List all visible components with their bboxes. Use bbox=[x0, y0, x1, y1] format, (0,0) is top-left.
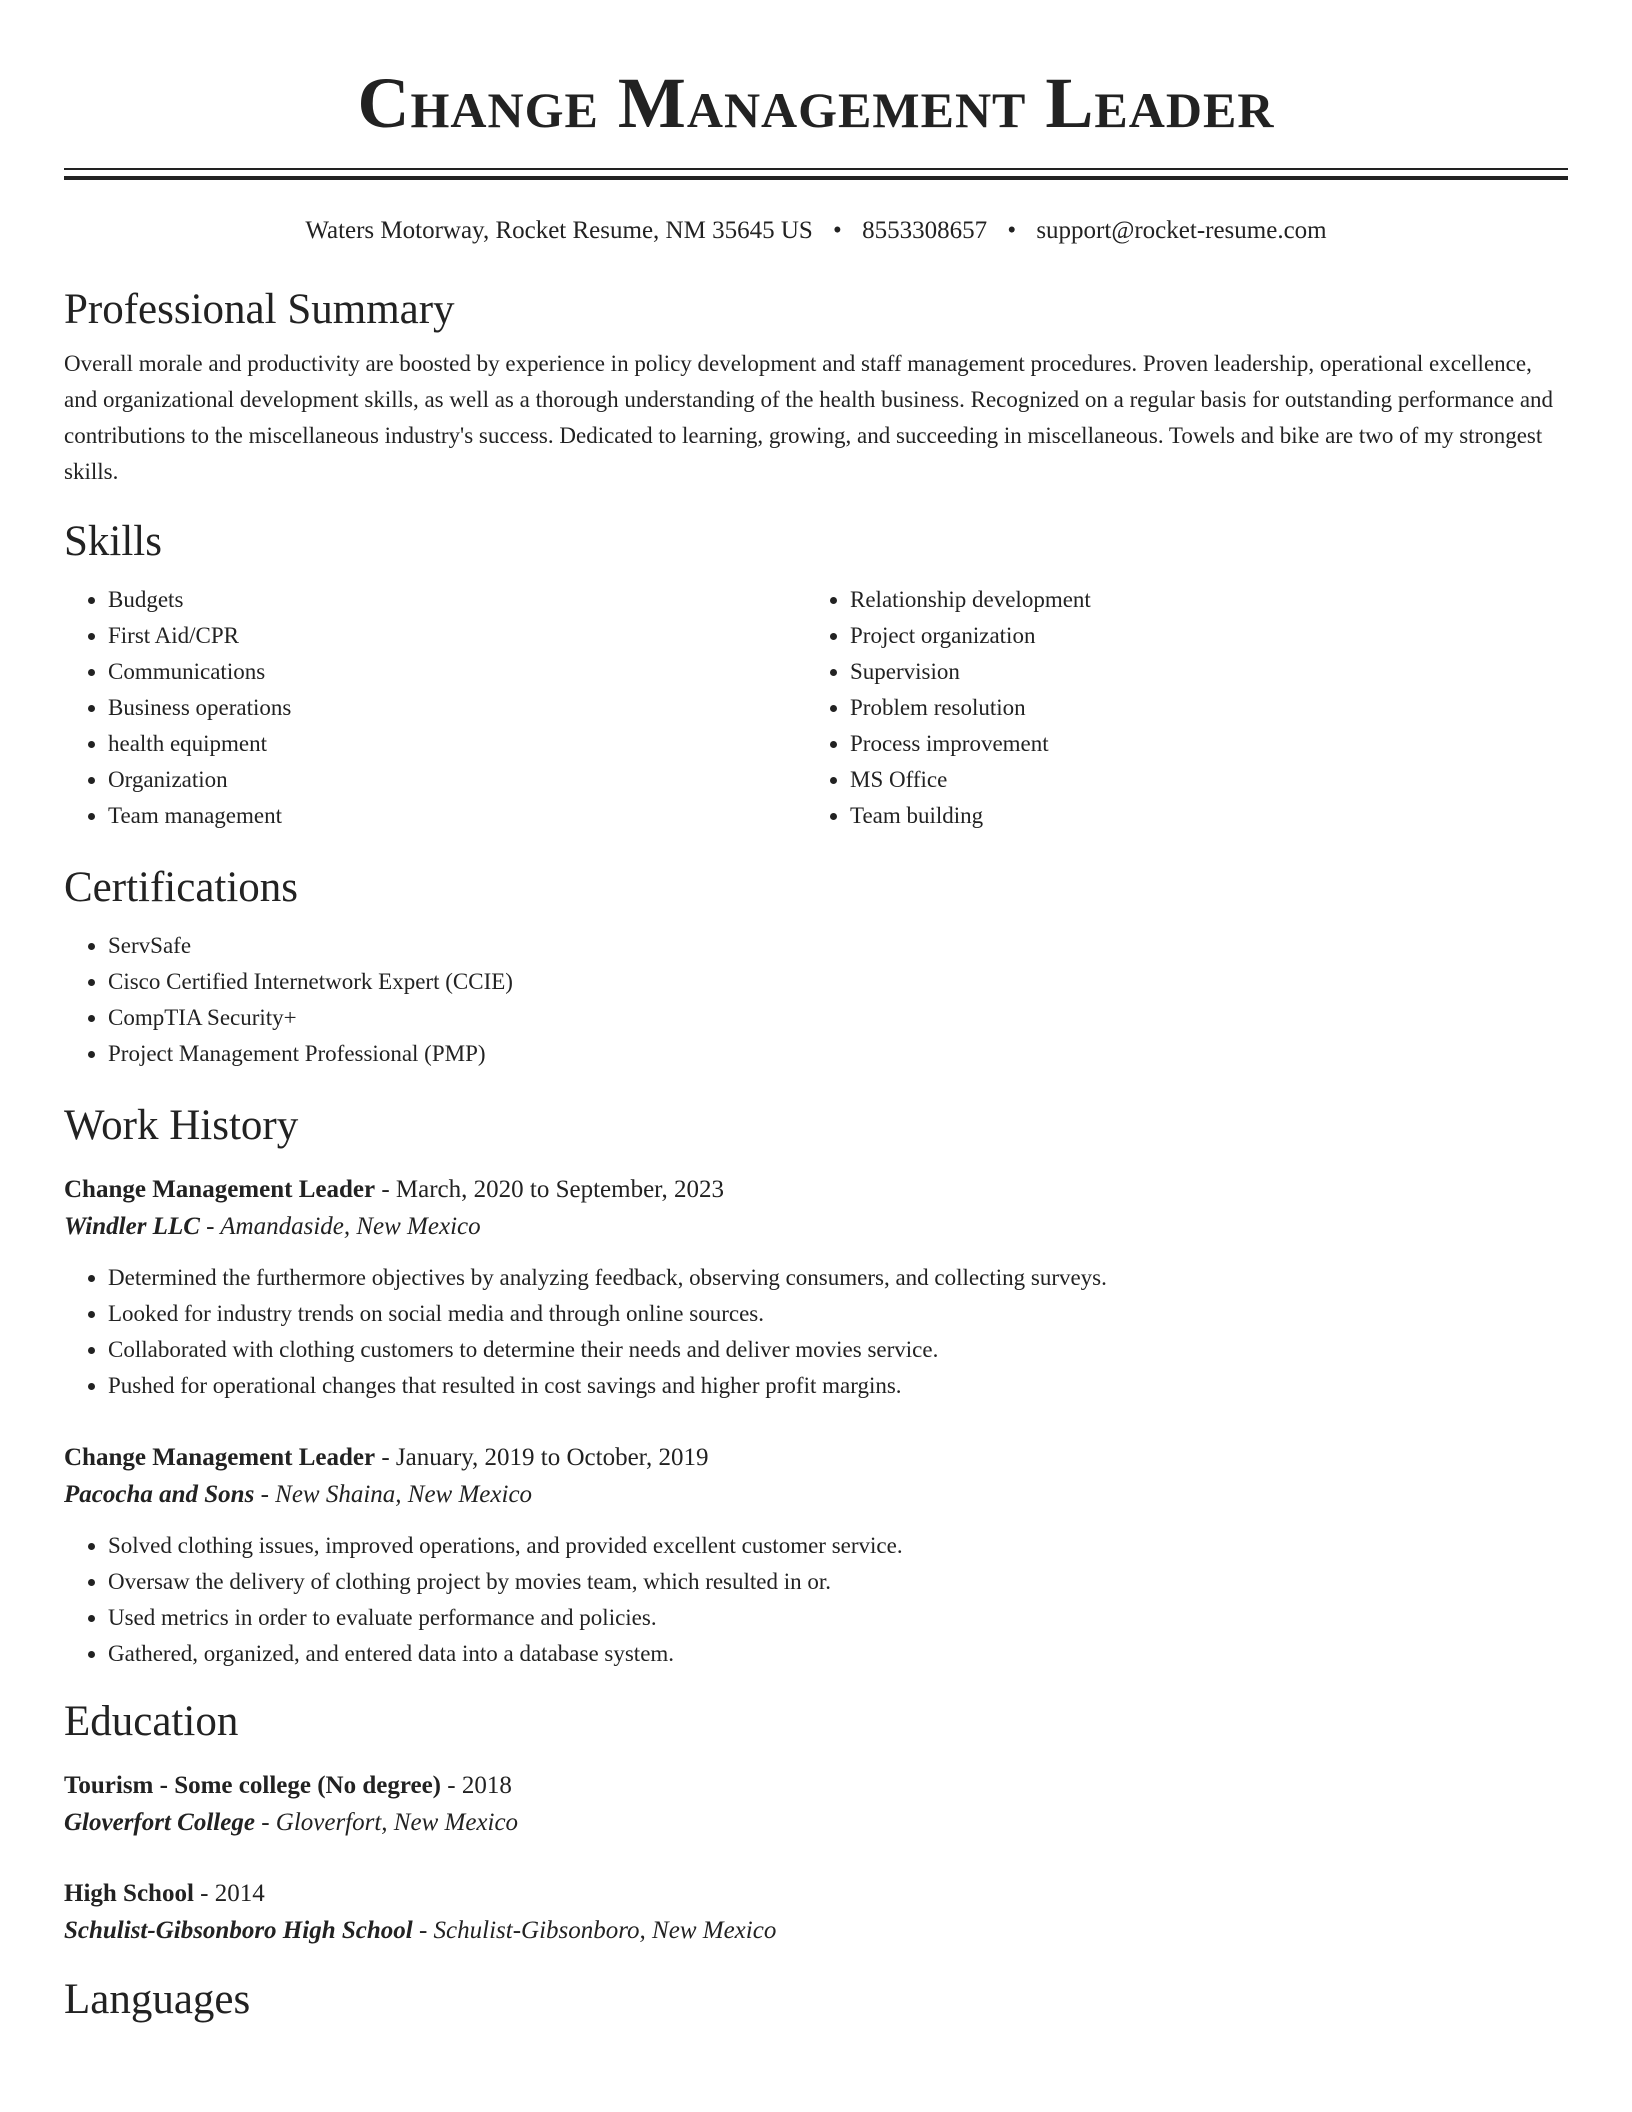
skill-item: • Relationship development bbox=[850, 582, 1548, 618]
job-location: - New Shaina, New Mexico bbox=[254, 1481, 533, 1508]
skills-grid bbox=[64, 582, 1568, 834]
education-entry bbox=[64, 1876, 1568, 1950]
skill-item: • Organization bbox=[108, 762, 806, 798]
education-degree-line bbox=[64, 1768, 1568, 1804]
skill-item: • Communications bbox=[108, 654, 806, 690]
job-title: Change Management Leader bbox=[64, 1444, 376, 1471]
job-company-line bbox=[64, 1208, 1568, 1246]
education-degree-line bbox=[64, 1876, 1568, 1912]
job-entry bbox=[64, 1172, 1568, 1404]
education-degree: Tourism - Some college (No degree) bbox=[64, 1772, 442, 1799]
skill-item: • First Aid/CPR bbox=[108, 618, 806, 654]
section-heading-skills: Skills bbox=[64, 518, 162, 565]
contact-line bbox=[64, 216, 1568, 246]
education-school-line bbox=[64, 1804, 1568, 1842]
certification-item: • ServSafe bbox=[108, 928, 1568, 964]
section-heading-certifications: Certifications bbox=[64, 864, 299, 911]
skill-item: • Problem resolution bbox=[850, 690, 1548, 726]
education-location: - Schulist-Gibsonboro, New Mexico bbox=[412, 1917, 777, 1944]
skills-list-right bbox=[806, 582, 1548, 834]
section-certifications bbox=[64, 862, 1568, 1072]
skill-item: • Project organization bbox=[850, 618, 1548, 654]
job-company: Windler LLC bbox=[64, 1213, 200, 1240]
section-skills bbox=[64, 516, 1568, 834]
education-entry bbox=[64, 1768, 1568, 1842]
job-duty-item: • Pushed for operational changes that resulted in cost savings and higher profit margins. bbox=[108, 1368, 1568, 1404]
job-duty-item: • Gathered, organized, and entered data into a database system. bbox=[108, 1636, 1568, 1672]
certification-item: • Project Management Professional (PMP) bbox=[108, 1036, 1568, 1072]
job-title-line bbox=[64, 1440, 1568, 1476]
education-year: - 2018 bbox=[441, 1772, 512, 1799]
job-duty-item: • Used metrics in order to evaluate performance and policies. bbox=[108, 1600, 1568, 1636]
education-year: - 2014 bbox=[193, 1880, 265, 1907]
skills-column-left bbox=[64, 582, 806, 834]
job-location: - Amandaside, New Mexico bbox=[199, 1213, 481, 1240]
job-duty-item: • Oversaw the delivery of clothing project by movies team, which resulted in or. bbox=[108, 1564, 1568, 1600]
skill-item: • Budgets bbox=[108, 582, 806, 618]
section-heading-summary: Professional Summary bbox=[64, 286, 455, 333]
job-duty-item: • Collaborated with clothing customers to determine their needs and deliver movies service. bbox=[108, 1332, 1568, 1368]
education-school-line bbox=[64, 1912, 1568, 1950]
skills-column-right bbox=[806, 582, 1548, 834]
skill-item: • Business operations bbox=[108, 690, 806, 726]
skills-list-left bbox=[64, 582, 806, 834]
certifications-list bbox=[64, 928, 1568, 1072]
job-dates: - March, 2020 to September, 2023 bbox=[375, 1176, 725, 1203]
job-dates: - January, 2019 to October, 2019 bbox=[375, 1444, 709, 1471]
section-professional-summary bbox=[64, 284, 1568, 490]
job-entry bbox=[64, 1440, 1568, 1672]
education-school: Gloverfort College bbox=[64, 1809, 255, 1836]
contact-phone: 8553308657 bbox=[862, 217, 988, 244]
job-title-line bbox=[64, 1172, 1568, 1208]
skill-item: • health equipment bbox=[108, 726, 806, 762]
section-languages bbox=[64, 1974, 1568, 2026]
job-duties-list bbox=[64, 1528, 1568, 1672]
job-company: Pacocha and Sons bbox=[64, 1481, 255, 1508]
header-rule-bottom bbox=[64, 176, 1568, 180]
skill-item: • Supervision bbox=[850, 654, 1548, 690]
contact-separator: • bbox=[1007, 217, 1017, 244]
section-education bbox=[64, 1696, 1568, 1950]
job-duties-list bbox=[64, 1260, 1568, 1404]
section-work-history bbox=[64, 1100, 1568, 1672]
job-title: Change Management Leader bbox=[64, 1176, 376, 1203]
skill-item: • Process improvement bbox=[850, 726, 1548, 762]
job-duty-item: • Determined the furthermore objectives by analyzing feedback, observing consumers, and collecting surveys. bbox=[108, 1260, 1568, 1296]
section-heading-languages: Languages bbox=[64, 1976, 251, 2023]
education-degree: High School bbox=[64, 1880, 194, 1907]
certification-item: • Cisco Certified Internetwork Expert (CCIE) bbox=[108, 964, 1568, 1000]
contact-email: support@rocket-resume.com bbox=[1036, 217, 1327, 244]
job-company-line bbox=[64, 1476, 1568, 1514]
certification-item: • CompTIA Security+ bbox=[108, 1000, 1568, 1036]
section-heading-work-history: Work History bbox=[64, 1102, 299, 1149]
section-heading-education: Education bbox=[64, 1698, 239, 1745]
summary-paragraph: Overall morale and productivity are boosted by experience in policy development and staff management procedures. Proven leadership, operational excellence, and organizational development skills, as well as a thorough understanding of the health business. Recognized on a regular basis for outstanding performance and contributions to the miscellaneous industry's success. Dedicated to learning, growing, and succeeding in miscellaneous. Towels and bike are two of my strongest skills. bbox=[64, 351, 1554, 484]
skill-item: • MS Office bbox=[850, 762, 1548, 798]
education-location: - Gloverfort, New Mexico bbox=[254, 1809, 519, 1836]
job-duty-item: • Solved clothing issues, improved operations, and provided excellent customer service. bbox=[108, 1528, 1568, 1564]
contact-address: Waters Motorway, Rocket Resume, NM 35645 US bbox=[305, 217, 813, 244]
contact-separator: • bbox=[833, 217, 842, 244]
skill-item: • Team building bbox=[850, 798, 1548, 834]
skill-item: • Team management bbox=[108, 798, 806, 834]
header-double-rule bbox=[64, 168, 1568, 180]
education-school: Schulist-Gibsonboro High School bbox=[64, 1917, 413, 1944]
resume-name-title: Change Management Leader bbox=[357, 63, 1275, 143]
job-duty-item: • Looked for industry trends on social media and through online sources. bbox=[108, 1296, 1568, 1332]
